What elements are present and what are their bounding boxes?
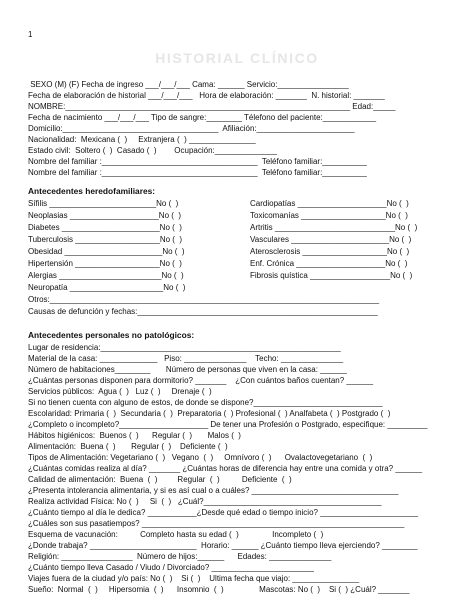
header-line-elaboracion: Fecha de elaboración de historial ___/___/___ Hora de elaboración: _______ N. historial: _______ [28,91,385,100]
section-heading-personales: Antecedentes personales no patológicos: [28,330,195,340]
personales-line: ¿Cuánto tiempo lleva Casado / Viudo / Divorciado? _______________________ [28,563,314,572]
personales-line: ¿Completo o incompleto?____________________ De tener una Profesión o Postgrado, especifique: _________ [28,420,428,429]
heredo-left-item: Sífilis ________________________No ( ) [28,199,179,208]
heredo-right-item: Toxicomanías ___________________No ( ) [250,211,408,220]
header-line-nacimiento: Fecha de nacimiento ___/___/___ Tipo de sangre:________ Télefono del paciente:____________ [28,113,377,122]
personales-line: Calidad de alimentación: Buena ( ) Regular ( ) Deficiente ( ) [28,475,292,484]
heredo-right-item: Aterosclerosis ___________________No ( ) [250,247,410,256]
personales-line: Hábitos higiénicos: Buenos ( ) Regular ( ) Malos ( ) [28,431,241,440]
personales-line: ¿Donde trabaja? ________________________ Horario: ______ ¿Cuánto tiempo lleva ejerciendo? ________ [28,541,418,550]
heredo-causas: Causas de defunción y fechas:______________________________________________________ [28,307,378,316]
personales-line: Lugar de residencia:______________________________________________________ [28,343,341,352]
personales-line: Sueño: Normal ( ) Hipersomia ( ) Insomnio ( ) Mascotas: No ( ) Si ( ) ¿Cuál? _______ [28,585,410,594]
personales-line: Escolaridad: Primaria ( ) Secundaria ( ) Preparatoria ( ) Profesional ( ) Analfabeta ( ) Postgrado ( ) [28,409,391,418]
header-line-familiar-2: Nombre del familiar :___________________________________ Teléfono familiar:__________ [28,168,367,177]
heredo-otros: Otros:__________________________________________________________________________ [28,295,380,304]
personales-line: Servicios públicos: Agua ( ) Luz ( ) Drenaje ( ) [28,387,212,396]
personales-line: Realiza actividad Física: No ( ) Si ( ) ¿Cuál?________________________________________ [28,497,382,506]
personales-line: ¿Presenta intolerancia alimentaria, y si es así cual o a cuáles? _________________________________ [28,486,399,495]
personales-line: Alimentación: Buena ( ) Regular ( ) Deficiente ( ) [28,442,228,451]
heredo-left-item: Obesidad ______________________No ( ) [28,247,185,256]
heredo-left-item: Hipertensión ___________________No ( ) [28,259,182,268]
personales-line: Viajes fuera de la ciudad y/o país: No ( ) Si ( ) Ultima fecha que viajo: _______________ [28,574,360,583]
form-title: HISTORIAL CLÍNICO [155,50,319,66]
heredo-left-item: Alergias _______________________No ( ) [28,271,184,280]
header-line-nacionalidad: Nacionalidad: Mexicana ( ) Extranjera ( ) _______________ [28,135,256,144]
header-line-familiar-1: Nombre del familiar :___________________________________ Teléfono familiar:__________ [28,157,367,166]
personales-line: Tipos de Alimentación: Vegetariano ( ) Vegano ( ) Omnívoro ( ) Ovalactovegetariano ( ) [28,453,373,462]
heredo-left-item: Tuberculosis ___________________No ( ) [28,235,183,244]
header-line-sexo: SEXO (M) (F) Fecha de ingreso ___/___/___ Cama: ______ Servicio:________________ [28,80,349,89]
heredo-right-item: Enf. Crónica ____________________No ( ) [250,259,408,268]
personales-line: Número de habitaciones________ Número de personas que viven en la casa: ______ [28,365,347,374]
personales-line: ¿Cuáles son sus pasatiempos? ___________________________________________________________ [28,519,405,528]
personales-line: Material de la casa: _____________ Piso: ______________ Techo: ______________ [28,354,344,363]
header-line-nombre: NOMBRE:________________________________________________________________ Edad:_____ [28,102,396,111]
personales-line: ¿Cuánto tiempo al día le dedica? ___________¿Desde qué edad o tiempo inicio? ______________________ [28,508,419,517]
heredo-left-item: Neuropatía _____________________No ( ) [28,283,186,292]
personales-line: Esquema de vacunación: Completo hasta su edad ( ) Incompleto ( ) [28,530,324,539]
page-number: 1 [28,30,33,39]
heredo-right-item: Vasculares ______________________No ( ) [250,235,412,244]
header-line-estado-civil: Estado civil: Soltero ( ) Casado ( ) Ocupación:______________ [28,146,278,155]
personales-line: ¿Cuántas comidas realiza al día? _______ ¿Cuántas horas de diferencia hay entre una comida y otra? ______ [28,464,423,473]
heredo-right-item: Fibrosis quística __________________No ( ) [250,271,413,280]
personales-line: Religión: ________________ Número de hijos:______ Edades: ______________ [28,552,332,561]
header-line-domicilio: Domicilio:___________________________________ Afiliación:______________________ [28,124,355,133]
personales-line: ¿Cuántas personas disponen para dormitorio? _______ ¿Con cuántos baños cuentan? ______ [28,376,374,385]
heredo-left-item: Neoplasias ____________________No ( ) [28,211,182,220]
personales-line: Si no tienen cuenta con alguno de estos, de donde se dispone?_____________________________ [28,398,383,407]
heredo-left-item: Diabetes ______________________No ( ) [28,223,182,232]
section-heading-heredofamiliares: Antecedentes heredofamiliares: [28,186,156,196]
heredo-right-item: Cardiopatías ____________________No ( ) [250,199,409,208]
heredo-right-item: Artritis ___________________________No ( ) [250,223,418,232]
